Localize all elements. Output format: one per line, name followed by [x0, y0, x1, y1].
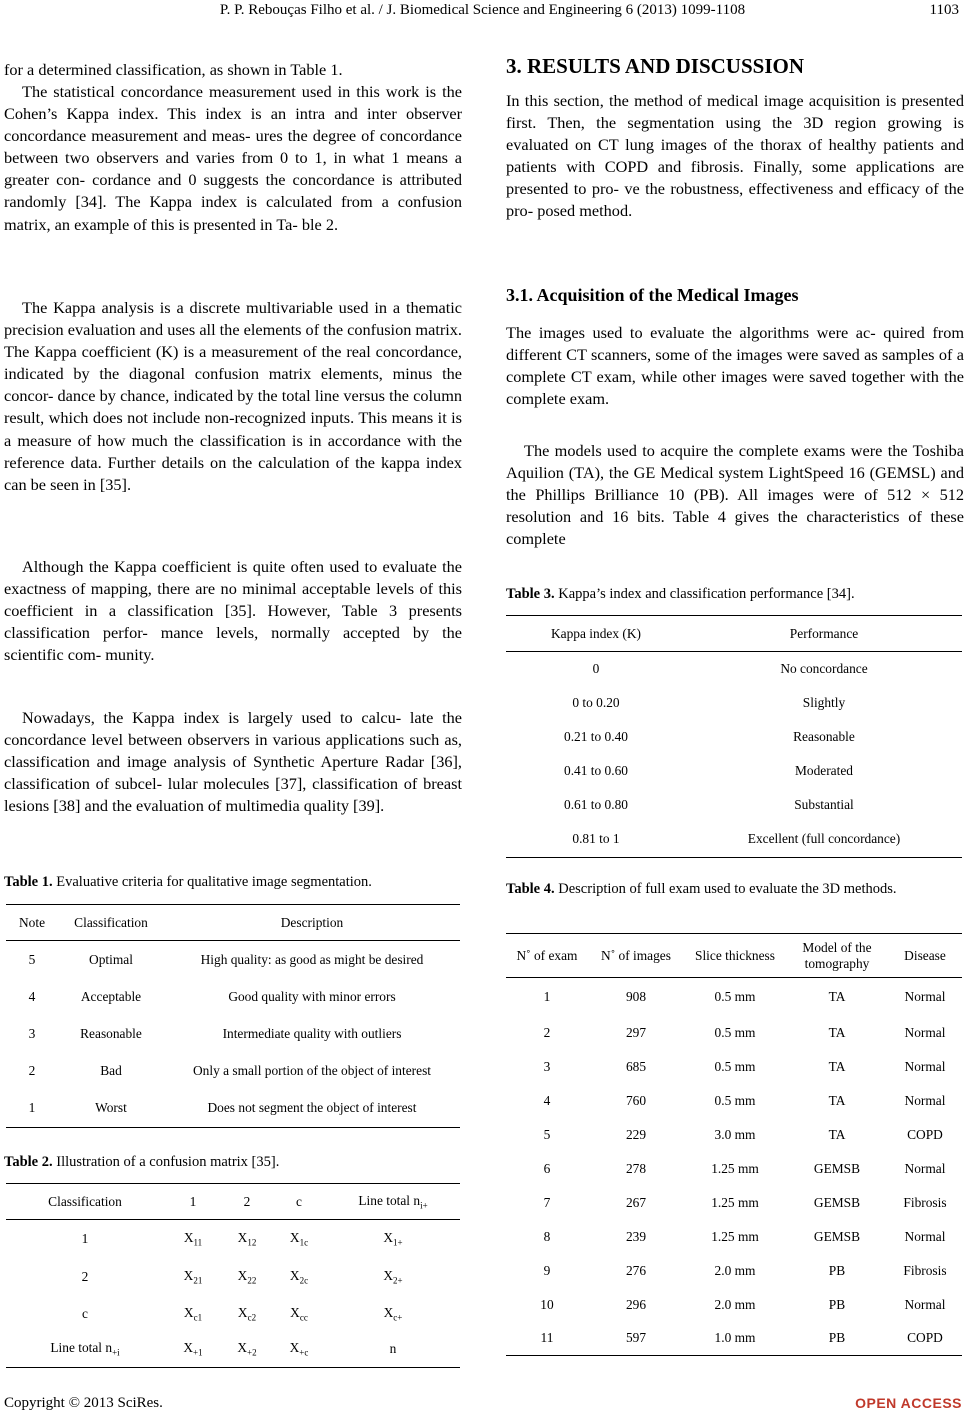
table3-cell: 0.81 to 1 — [572, 831, 620, 847]
table1-cell: Acceptable — [80, 989, 142, 1004]
table4-cell: PB — [828, 1330, 846, 1346]
table-row — [506, 720, 962, 754]
table2-cell: $X_{+2}$ — [237, 1340, 257, 1359]
table4-cell: TA — [828, 1126, 846, 1142]
table3-caption-text: Kappa’s index and classification performance [34]. — [558, 586, 855, 602]
table3-cell: 0.61 to 0.80 — [564, 796, 628, 812]
table2-cell: $X_{1+}$ — [383, 1229, 403, 1248]
table-row — [6, 1016, 460, 1053]
table4-cell: PB — [828, 1262, 846, 1278]
table4-cell: GEMSB — [813, 1228, 861, 1244]
section-title: 3. RESULTS AND DISCUSSION — [506, 54, 804, 78]
table1-label: Table 1. — [4, 874, 53, 890]
table4-cell: 11 — [540, 1330, 554, 1346]
table1-caption — [4, 873, 462, 891]
page-footer — [4, 1395, 962, 1412]
table4-cell: 1.25 mm — [711, 1228, 759, 1244]
table4-cell: Normal — [904, 1160, 946, 1176]
table2-cell: 1 — [81, 1230, 89, 1246]
table1-header-classification: Classification — [74, 914, 148, 930]
table4-cell: Normal — [904, 1296, 946, 1312]
table4 — [506, 933, 962, 1356]
table4-cell: PB — [828, 1296, 846, 1312]
table1-cell: 5 — [28, 951, 36, 967]
table2-cell: $X_{cc}$ — [290, 1304, 308, 1323]
table1-cell: Only a small portion of the object of interest — [193, 1063, 431, 1078]
table2-cell: $X_{+1}$ — [183, 1340, 203, 1359]
table2-cell: $X_{21}$ — [183, 1267, 203, 1286]
table3-header-performance: Performance — [789, 625, 859, 641]
table4-cell: 1.0 mm — [714, 1330, 756, 1346]
table4-cell: 0.5 mm — [714, 1092, 756, 1108]
table2-header-line-total: Line total $n_{i+}$ — [358, 1192, 428, 1211]
table2-header-1: 1 — [189, 1193, 197, 1209]
table4-cell: 760 — [625, 1092, 647, 1108]
table4-cell: TA — [828, 1092, 846, 1108]
table-row — [6, 1296, 460, 1332]
table4-cell: Normal — [904, 988, 946, 1004]
table2-cell: Line total $n_{+i}$ — [50, 1340, 120, 1359]
table1-cell: Intermediate quality with outliers — [222, 1026, 402, 1041]
table4-cell: 4 — [543, 1092, 551, 1108]
table2-cell: $X_{1c}$ — [289, 1229, 309, 1248]
table4-cell: GEMSB — [813, 1194, 861, 1210]
table1-cell: 3 — [28, 1026, 36, 1041]
table-row — [6, 979, 460, 1016]
table3-cell: Reasonable — [793, 728, 855, 744]
table4-header-disease: Disease — [904, 947, 946, 963]
table2-cell: $X_{11}$ — [183, 1229, 203, 1248]
table4-cell: Fibrosis — [903, 1262, 947, 1278]
table-row — [506, 754, 962, 788]
subsection-title: 3.1. Acquisition of the Medical Images — [506, 285, 799, 305]
table4-label: Table 4. — [506, 881, 555, 897]
table-row — [506, 652, 962, 686]
table4-cell: 3.0 mm — [714, 1126, 756, 1142]
table4-cell: 597 — [625, 1330, 647, 1346]
table3-cell: Excellent (full concordance) — [747, 831, 901, 847]
table4-cell: 0.5 mm — [714, 1058, 756, 1074]
table4-cell: TA — [828, 1058, 846, 1074]
table1-cell: 1 — [28, 1100, 36, 1116]
table4-cell: 267 — [625, 1194, 647, 1210]
table-row — [6, 941, 460, 979]
table1-caption-text: Evaluative criteria for qualitative image segmentation. — [56, 874, 372, 890]
table-row — [506, 1322, 962, 1356]
table4-cell: Normal — [904, 1024, 946, 1040]
table1-header-description: Description — [280, 914, 344, 930]
table1-header-note: Note — [18, 914, 46, 930]
table1-cell: Optimal — [89, 951, 133, 967]
table4-cell: 296 — [625, 1296, 647, 1312]
table3-cell: 0 — [592, 660, 600, 676]
table3 — [506, 615, 962, 858]
table4-cell: TA — [828, 988, 846, 1004]
table4-cell: 278 — [625, 1160, 647, 1176]
table2-header-classification: Classification — [48, 1193, 122, 1209]
table2-cell: 2 — [81, 1268, 89, 1284]
table-row — [6, 1220, 460, 1258]
table1-cell: Does not segment the object of interest — [207, 1100, 417, 1116]
table-row — [506, 1050, 962, 1084]
table4-cell: 276 — [625, 1262, 647, 1278]
table4-cell: COPD — [907, 1126, 943, 1142]
table3-cell: Slightly — [802, 694, 846, 710]
table2-caption-text: Illustration of a confusion matrix [35]. — [56, 1154, 280, 1170]
table-row — [506, 1254, 962, 1288]
open-access-badge: OPEN ACCESS — [855, 1395, 962, 1411]
table-row — [506, 978, 962, 1016]
table-row — [506, 788, 962, 822]
table4-header-slice: Slice thickness — [695, 947, 775, 963]
paragraph-results-intro: In this section, the method of medical image acquisition is presented first. Then, the segmentation using the 3D region growing is evaluated on CT lung images of the thorax of healthy patients and patients with COPD and fibrosis. Finally, some applications are presented to pro- ve the robustness, effectiveness and efficacy of the pro- posed method. — [506, 91, 964, 221]
table4-cell: Normal — [904, 1092, 946, 1108]
table3-cell: No concordance — [780, 660, 868, 676]
table4-cell: 1.25 mm — [711, 1194, 759, 1210]
table2-cell: $X_{2+}$ — [383, 1267, 403, 1286]
table2-cell: $X_{2c}$ — [289, 1267, 309, 1286]
page-number: 1103 — [929, 2, 959, 18]
table-row — [506, 1118, 962, 1152]
table4-cell: 2.0 mm — [714, 1296, 756, 1312]
table2 — [6, 1183, 460, 1368]
table4-cell: Fibrosis — [903, 1194, 947, 1210]
table1 — [6, 904, 460, 1128]
paragraph-kappa-index: The statistical concordance measurement used in this work is the Cohen’s Kappa index. This index is an intra and inter observer concordance measurement and meas- ures the degree of concordance between two observers and varies from 0 to 1, in what 1 means a greater con- cordance and 0 suggests the concordance is attributed randomly [34]. The Kappa index is calculated from a confusion matrix, an example of this is presented in Ta- ble 2. — [4, 82, 462, 234]
paragraph-acquisition: The images used to evaluate the algorithms were ac- quired from different CT scanners, some of the images were saved as samples of a complete CT exam, while other images were saved together with the complete exam. — [506, 323, 964, 409]
table1-cell: Bad — [100, 1063, 122, 1078]
table2-header-c: c — [296, 1193, 302, 1209]
table2-cell: $X_{12}$ — [237, 1229, 257, 1248]
table4-cell: Normal — [904, 1228, 946, 1244]
table4-cell: 1.25 mm — [711, 1160, 759, 1176]
table4-cell: 3 — [543, 1058, 551, 1074]
table-row — [506, 1220, 962, 1254]
table-row — [506, 686, 962, 720]
table4-cell: 239 — [625, 1228, 647, 1244]
table-row — [506, 1016, 962, 1050]
table4-cell: 5 — [543, 1126, 551, 1142]
table-row — [6, 1090, 460, 1128]
table3-cell: Moderated — [794, 762, 853, 778]
table2-cell: c — [82, 1305, 88, 1321]
table1-cell: 4 — [28, 989, 36, 1004]
table2-label: Table 2. — [4, 1154, 53, 1170]
paragraph-kappa-analysis: The Kappa analysis is a discrete multivariable used in a thematic precision evaluation and uses all the elements of the confusion matrix. The Kappa coefficient (K) is a measurement of the real concordance, indicated by the diagonal confusion matrix elements, minus the concor- dance by chance, indicated by the total line versus the column result, which does not include non-recognized inputs. This means it is a measure of how much the classification is in accordance with the reference data. Further details on the calculation of the kappa index can be seen in [35]. — [4, 298, 463, 494]
table2-cell: $X_{c+}$ — [383, 1304, 403, 1323]
table2-cell: $X_{22}$ — [237, 1267, 257, 1286]
table4-cell: 2 — [543, 1024, 551, 1040]
table3-label: Table 3. — [506, 586, 555, 602]
table4-cell: 9 — [543, 1262, 551, 1278]
table3-caption — [506, 585, 964, 603]
table-row — [6, 1332, 460, 1368]
table4-cell: 0.5 mm — [714, 1024, 756, 1040]
table-row — [506, 1186, 962, 1220]
table4-header-exam: N˚ of exam — [516, 947, 578, 963]
table4-cell: 10 — [540, 1296, 554, 1312]
table4-cell: 908 — [625, 988, 647, 1004]
table3-cell: 0.41 to 0.60 — [564, 762, 628, 778]
table3-cell: 0.21 to 0.40 — [564, 728, 628, 744]
table-row — [506, 1084, 962, 1118]
table4-header-images: N˚ of images — [601, 947, 671, 963]
table4-caption-text: Description of full exam used to evaluate the 3D methods. — [558, 881, 897, 897]
paragraph-models: The models used to acquire the complete exams were the Toshiba Aquilion (TA), the GE Medical system LightSpeed 16 (GEMSL) and the Phillips Brilliance 10 (PB). All images were of 512 × 512 resolution and 16 bits. Table 4 gives the characteristics of these complete — [506, 441, 964, 549]
paragraph-intro: for a determined classification, as shown in Table 1. — [4, 60, 343, 79]
table4-cell: 2.0 mm — [714, 1262, 756, 1278]
paragraph-kappa-levels: Although the Kappa coefficient is quite often used to evaluate the exactness of mapping, there are no minimal acceptable levels of this coefficient in a classification [35]. However, Table 3 presents classification perfor- mance levels, normally accepted by the scientific com- munity. — [4, 557, 462, 665]
table-row — [6, 1053, 460, 1090]
table-row — [6, 1258, 460, 1296]
table4-cell: 229 — [625, 1126, 647, 1142]
table1-cell: Good quality with minor errors — [228, 989, 396, 1004]
table4-header-model: Model of the tomography — [802, 939, 872, 971]
table3-cell: 0 to 0.20 — [572, 694, 620, 710]
running-title: P. P. Rebouças Filho et al. / J. Biomedical Science and Engineering 6 (2013) 1099-1108 — [219, 2, 746, 18]
paragraph-kappa-applications: Nowadays, the Kappa index is largely used to calcu- late the concordance level between observers in various applications such as, classification and image analysis of Synthetic Aperture Radar [36], classification of subcel- lular molecules [37], classification of breast lesions [38] and the evaluation of multimedia quality [39]. — [4, 708, 462, 816]
copyright-text: Copyright © 2013 SciRes. — [4, 1395, 163, 1411]
running-header — [0, 2, 965, 24]
table4-cell: 6 — [543, 1160, 551, 1176]
table3-cell: Substantial — [794, 796, 854, 812]
table2-header-2: 2 — [243, 1193, 251, 1209]
table2-cell: $X_{+c}$ — [289, 1340, 309, 1359]
table4-cell: 685 — [625, 1058, 647, 1074]
table2-cell: $X_{c1}$ — [183, 1304, 203, 1323]
table4-cell: 8 — [543, 1228, 551, 1244]
table-row — [506, 1152, 962, 1186]
table4-cell: 0.5 mm — [714, 988, 756, 1004]
table4-cell: GEMSB — [813, 1160, 861, 1176]
table-row — [506, 1288, 962, 1322]
table1-cell: Worst — [95, 1100, 127, 1116]
table4-cell: 1 — [543, 988, 551, 1004]
table2-caption — [4, 1153, 462, 1171]
table4-cell: 7 — [543, 1194, 551, 1210]
table4-cell: COPD — [907, 1330, 943, 1346]
table-row — [506, 822, 962, 858]
table1-cell: High quality: as good as might be desired — [200, 951, 424, 967]
table4-caption — [506, 880, 964, 898]
table2-cell: $X_{c2}$ — [237, 1304, 257, 1323]
table1-cell: 2 — [28, 1063, 36, 1078]
table4-cell: Normal — [904, 1058, 946, 1074]
table2-cell: n — [389, 1341, 397, 1357]
table4-cell: TA — [828, 1024, 846, 1040]
table4-cell: 297 — [625, 1024, 647, 1040]
table3-header-kappa: Kappa index (K) — [551, 625, 641, 641]
table1-cell: Reasonable — [80, 1026, 142, 1041]
